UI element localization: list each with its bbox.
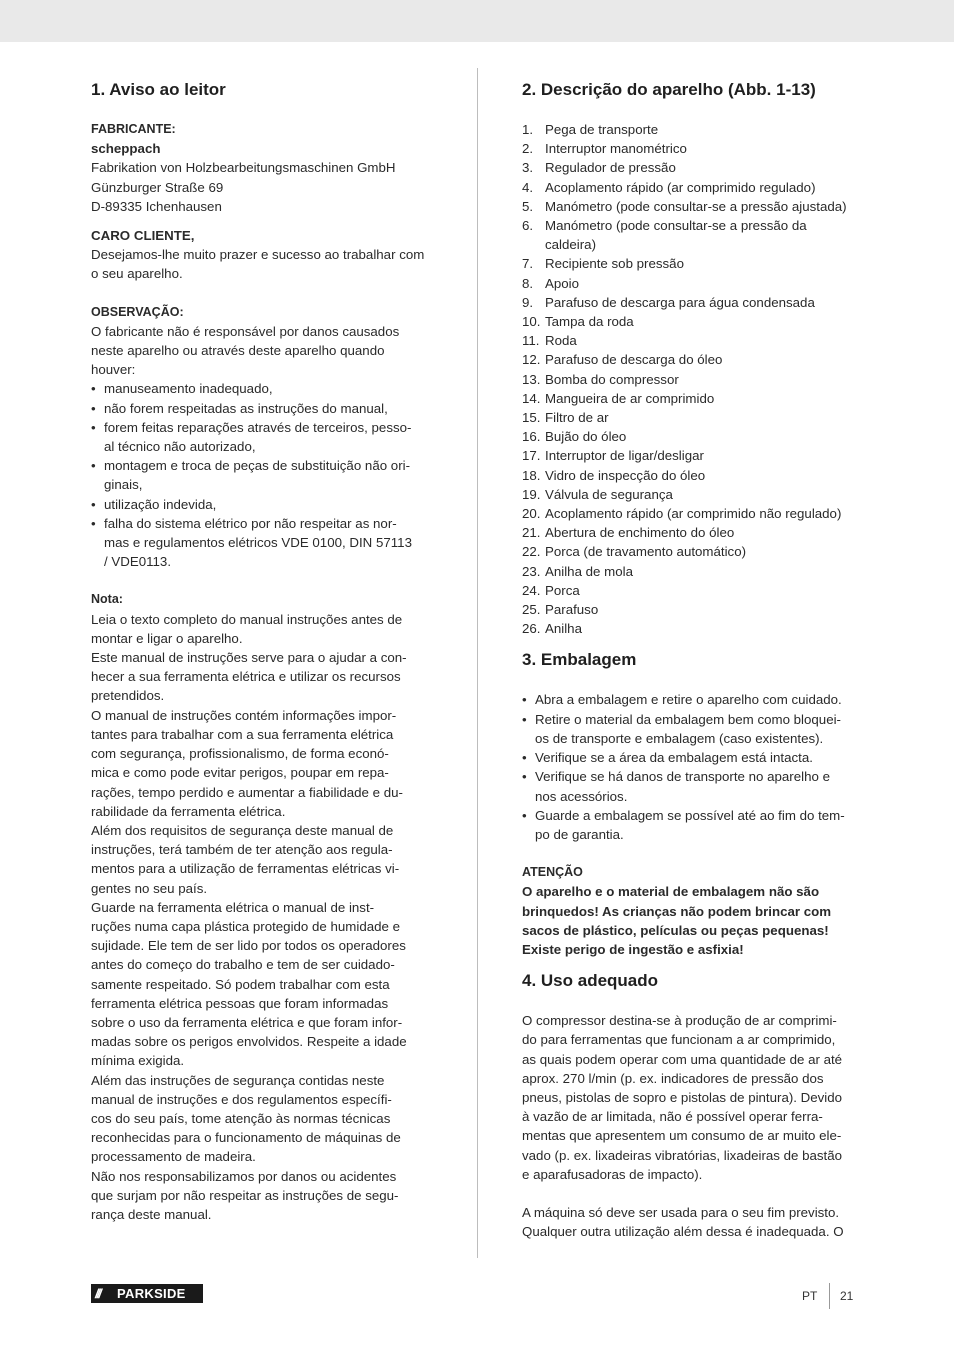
part-item: [522, 197, 867, 216]
part-number: 26.: [522, 621, 541, 637]
text-line: as quais podem operar com uma quantidade de ar até: [522, 1051, 843, 1067]
part-number: 1.: [522, 122, 534, 137]
part-item: [522, 216, 867, 254]
part-number: 13.: [522, 371, 541, 387]
part-number: 7.: [522, 256, 534, 272]
part-number: 10.: [522, 314, 541, 330]
text-line: mínima exigida.: [91, 1053, 185, 1069]
part-label: Válvula de segurança: [545, 486, 673, 502]
text-line: que surjam por não respeitar as instruções de segu-: [91, 1187, 399, 1203]
text-line: montar e ligar o aparelho.: [91, 630, 243, 646]
part-label: Acoplamento rápido (ar comprimido regulado): [545, 179, 816, 195]
part-item: [522, 485, 867, 504]
text-line: madas sobre os perigos envolvidos. Respeite a idade: [91, 1034, 407, 1050]
text-line: mentas que apresentem um consumo de ar muito ele-: [522, 1128, 842, 1144]
text-line: Desejamos-lhe muito prazer e sucesso ao trabalhar com: [91, 247, 425, 263]
part-number: 14.: [522, 390, 541, 406]
parts-list: [522, 120, 867, 638]
part-label: Regulador de pressão: [545, 160, 676, 176]
part-label: Abertura de enchimento do óleo: [545, 525, 735, 541]
list-item: • forem feitas reparações através de terceiros, pesso- al técnico não autorizado,: [91, 418, 436, 456]
text-line: cos do seu país, tome atenção às normas técnicas: [91, 1110, 391, 1126]
part-number: 21.: [522, 525, 541, 541]
text-line: A máquina só deve ser usada para o seu fim previsto.: [522, 1204, 840, 1220]
part-label: Manómetro (pode consultar-se a pressão da: [545, 218, 807, 234]
part-label: Anilha de mola: [545, 563, 633, 579]
top-bar: [0, 0, 954, 42]
left-column: [91, 78, 436, 1224]
text-line: rança deste manual.: [91, 1206, 212, 1222]
part-label: Parafuso de descarga do óleo: [545, 352, 723, 368]
part-number: 20.: [522, 506, 541, 522]
part-item: [522, 312, 867, 331]
text-line: manual de instruções e dos regulamentos específi-: [91, 1091, 392, 1107]
part-label: Apoio: [545, 275, 580, 291]
address-line: Fabrikation von Holzbearbeitungsmaschinen GmbH: [91, 160, 396, 176]
attention-warning: O aparelho e o material de embalagem não são brinquedos! As crianças não podem brincar com sacos de plástico, películas ou peças pequenas! Existe perigo de ingestão e asfixia!: [522, 884, 832, 957]
text-line: hecer a sua ferramenta elétrica e utilizar os recursos: [91, 669, 401, 685]
part-item: [522, 504, 867, 523]
text-line: mentos para a utilização de ferramentas elétricas vi-: [91, 861, 400, 877]
part-label: Bomba do compressor: [545, 371, 679, 387]
manufacturer-label: FABRICANTE:: [91, 122, 176, 136]
part-number: 16.: [522, 429, 541, 445]
text-line: com segurança, profissionalismo, de forma econó-: [91, 746, 389, 762]
attention-label: ATENÇÃO: [522, 865, 583, 880]
part-item: [522, 600, 867, 619]
text-line: Guarde na ferramenta elétrica o manual de inst-: [91, 899, 375, 915]
list-item: • manuseamento inadequado,: [91, 379, 436, 398]
text-line: O manual de instruções contém informações impor-: [91, 707, 397, 723]
intended-use-text-2: [522, 1203, 867, 1241]
page-number: 21: [840, 1289, 854, 1303]
text-line: antes do começo do trabalho e tem de ser cuidado-: [91, 957, 395, 973]
part-number: 19.: [522, 486, 541, 502]
text-line: aprox. 270 l/min (p. ex. indicadores de pressão dos: [522, 1070, 824, 1086]
list-item: • Verifique se a área da embalagem está intacta.: [522, 748, 867, 767]
list-item: • falha do sistema elétrico por não respeitar as nor- mas e regulamentos elétricos VDE 0100, DIN 57113 / VDE0113.: [91, 514, 436, 572]
text-line: ferramenta elétrica pessoas que foram informadas: [91, 995, 389, 1011]
list-item: • Verifique se há danos de transporte no aparelho e nos acessórios.: [522, 767, 867, 805]
part-item: [522, 446, 867, 465]
part-label: Acoplamento rápido (ar comprimido não regulado): [545, 506, 842, 522]
text-line: processamento de madeira.: [91, 1149, 256, 1165]
part-item: [522, 562, 867, 581]
part-number: 3.: [522, 160, 534, 176]
part-label: caldeira): [545, 237, 596, 253]
text-line: e aparafusadoras de impacto).: [522, 1166, 703, 1182]
part-item: [522, 542, 867, 561]
part-item: [522, 293, 867, 312]
list-item: • utilização indevida,: [91, 495, 436, 514]
part-item: [522, 254, 867, 273]
text-line: O fabricante não é responsável por danos causados: [91, 323, 400, 339]
text-line: houver:: [91, 362, 136, 378]
text-line: instruções, terá também de ter atenção aos regula-: [91, 842, 393, 858]
section-heading-reader-notice: 1. Aviso ao leitor: [91, 80, 226, 99]
part-label: Recipiente sob pressão: [545, 256, 684, 272]
language-code: PT: [802, 1289, 818, 1303]
manufacturer-address: [91, 158, 436, 216]
observation-label: OBSERVAÇÃO:: [91, 304, 184, 319]
part-item: [522, 581, 867, 600]
manufacturer-name: scheppach: [91, 141, 161, 157]
part-number: 2.: [522, 141, 534, 157]
note-label: Nota:: [91, 592, 123, 607]
text-line: mica e como pode evitar perigos, poupar em repa-: [91, 765, 389, 781]
part-item: [522, 370, 867, 389]
text-line: à vazão de ar limitada, não é possível operar ferra-: [522, 1109, 823, 1125]
part-label: Roda: [545, 333, 577, 349]
text-line: o seu aparelho.: [91, 266, 183, 282]
text-line: Qualquer outra utilização além dessa é inadequada. O: [522, 1224, 844, 1240]
right-column: [522, 78, 867, 1241]
part-item: [522, 331, 867, 350]
address-line: D-89335 Ichenhausen: [91, 198, 222, 214]
part-number: 24.: [522, 582, 541, 598]
text-line: do para ferramentas que funcionam a ar comprimido,: [522, 1032, 836, 1048]
part-item: [522, 408, 867, 427]
text-line: Leia o texto completo do manual instruções antes de: [91, 611, 403, 627]
part-number: 15.: [522, 410, 541, 426]
text-line: Além dos requisitos de segurança deste manual de: [91, 822, 394, 838]
note-text: [91, 610, 436, 1225]
part-number: 25.: [522, 602, 541, 618]
part-label: Interruptor manométrico: [545, 141, 687, 157]
intended-use-text: [522, 1011, 867, 1184]
list-item: • Retire o material da embalagem bem como bloquei- os de transporte e embalagem (caso existentes).: [522, 710, 867, 748]
column-divider: [477, 68, 478, 1258]
text-line: sujidade. Ele tem de ser lido por todos os operadores: [91, 938, 406, 954]
part-number: 18.: [522, 467, 541, 483]
part-label: Pega de transporte: [545, 122, 659, 137]
part-label: Manómetro (pode consultar-se a pressão ajustada): [545, 198, 847, 214]
observation-list: [91, 379, 436, 571]
text-line: sobre o uso da ferramenta elétrica e que foram infor-: [91, 1014, 403, 1030]
text-line: tantes para trabalhar com a sua ferramenta elétrica: [91, 726, 394, 742]
part-label: Porca (de travamento automático): [545, 544, 747, 560]
part-item: [522, 619, 867, 638]
footer-separator: [829, 1283, 830, 1309]
section-heading-device-description: 2. Descrição do aparelho (Abb. 1-13): [522, 80, 816, 99]
part-number: 5.: [522, 198, 534, 214]
address-line: Günzburger Straße 69: [91, 179, 224, 195]
part-number: 22.: [522, 544, 541, 560]
list-item: • Abra a embalagem e retire o aparelho com cuidado.: [522, 690, 867, 709]
text-line: samente respeitado. Só podem trabalhar com esta: [91, 976, 390, 992]
text-line: Este manual de instruções serve para o ajudar a con-: [91, 650, 407, 666]
dear-customer-label: CARO CLIENTE,: [91, 228, 195, 244]
part-item: [522, 523, 867, 542]
text-line: rações, tempo perdido e aumentar a fiabilidade e du-: [91, 784, 403, 800]
part-number: 17.: [522, 448, 541, 464]
part-item: [522, 139, 867, 158]
part-label: Mangueira de ar comprimido: [545, 390, 715, 406]
part-item: [522, 350, 867, 369]
part-item: [522, 427, 867, 446]
part-item: [522, 178, 867, 197]
part-item: [522, 389, 867, 408]
part-label: Interruptor de ligar/desligar: [545, 448, 704, 464]
part-label: Filtro de ar: [545, 410, 609, 426]
text-line: ruções numa capa plástica protegido de humidade e: [91, 918, 400, 934]
text-line: reconhecidas para o funcionamento de máquinas de: [91, 1130, 401, 1146]
text-line: neste aparelho ou através deste aparelho quando: [91, 343, 385, 359]
part-item: [522, 274, 867, 293]
part-item: [522, 466, 867, 485]
list-item: • montagem e troca de peças de substituição não ori- ginais,: [91, 456, 436, 494]
section-heading-packaging: 3. Embalagem: [522, 650, 637, 670]
part-number: 23.: [522, 563, 541, 579]
text-line: pneus, pistolas de sopro e pistolas de pintura). Devido: [522, 1089, 843, 1105]
text-line: pretendidos.: [91, 688, 165, 704]
part-label: Porca: [545, 582, 580, 598]
part-label: Parafuso de descarga para água condensada: [545, 294, 815, 310]
text-line: Não nos responsabilizamos por danos ou acidentes: [91, 1168, 397, 1184]
list-item: • não forem respeitadas as instruções do manual,: [91, 399, 436, 418]
part-item: [522, 120, 867, 139]
packaging-list: [522, 690, 867, 844]
part-label: Anilha: [545, 621, 582, 637]
part-label: Vidro de inspecção do óleo: [545, 467, 706, 483]
text-line: O compressor destina-se à produção de ar comprimi-: [522, 1013, 837, 1029]
text-line: vado (p. ex. lixadeiras vibratórias, lixadeiras de bastão: [522, 1147, 843, 1163]
part-number: 11.: [522, 333, 540, 349]
part-item: [522, 158, 867, 177]
text-line: rabilidade da ferramenta elétrica.: [91, 803, 286, 819]
parkside-logo: /// PARKSIDE: [91, 1284, 203, 1303]
part-number: 4.: [522, 179, 534, 195]
part-number: 12.: [522, 352, 541, 368]
part-label: Bujão do óleo: [545, 429, 627, 445]
part-label: Tampa da roda: [545, 314, 634, 330]
list-item: • Guarde a embalagem se possível até ao fim do tem- po de garantia.: [522, 806, 867, 844]
section-heading-intended-use: 4. Uso adequado: [522, 971, 659, 991]
text-line: Além das instruções de segurança contidas neste: [91, 1072, 385, 1088]
part-number: 8.: [522, 275, 534, 291]
part-number: 6.: [522, 218, 534, 234]
part-number: 9.: [522, 294, 534, 310]
text-line: gentes no seu país.: [91, 880, 208, 896]
part-label: Parafuso: [545, 602, 599, 618]
